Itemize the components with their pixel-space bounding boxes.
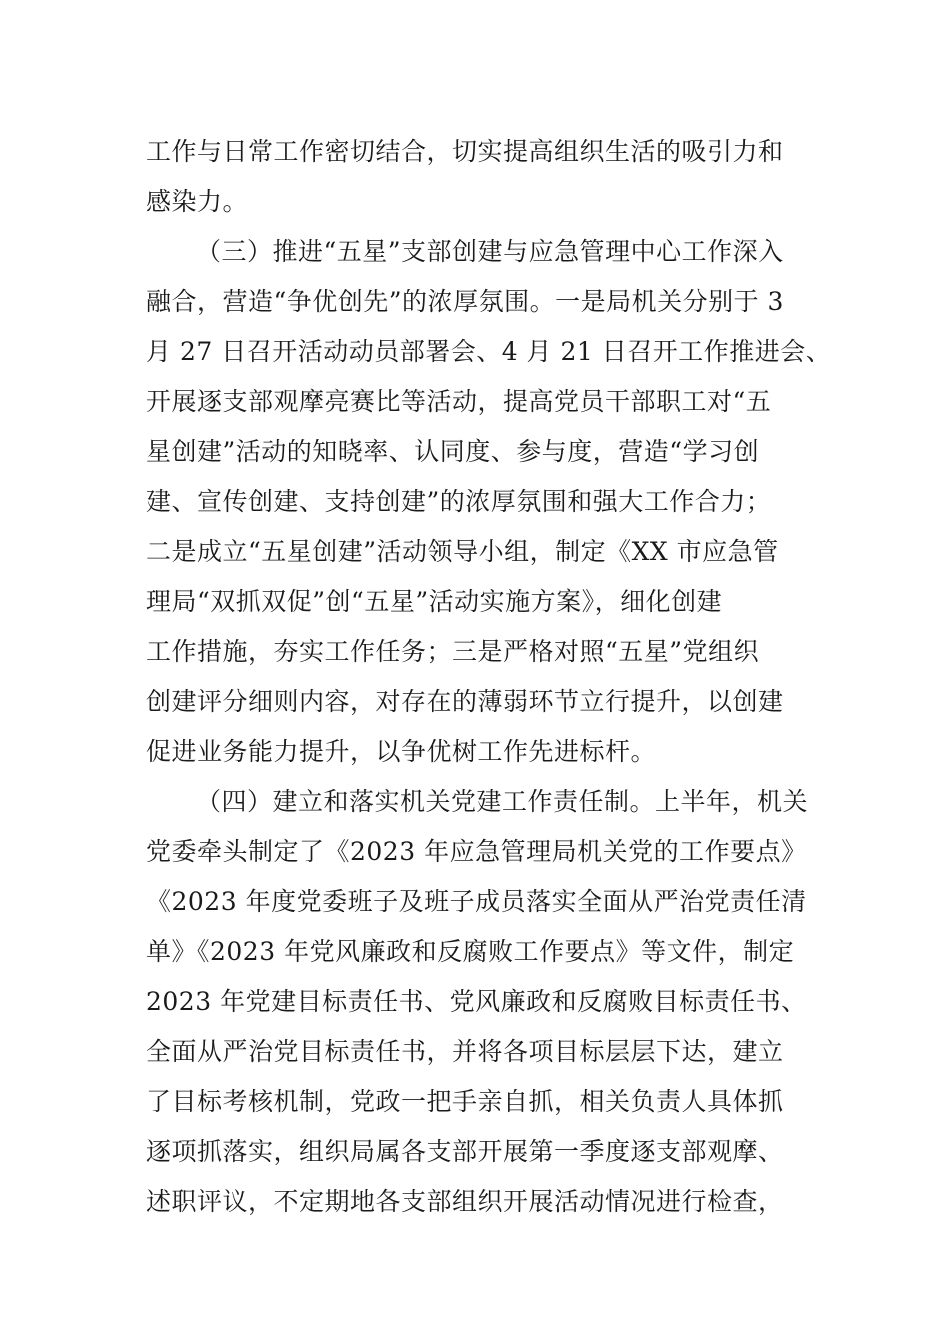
text-line: 二是成立“五星创建”活动领导小组，制定《XX 市应急管	[146, 537, 779, 566]
text-line: 工作与日常工作密切结合，切实提高组织生活的吸引力和	[146, 137, 784, 166]
text-line: 月 27 日召开活动动员部署会、4 月 21 日召开工作推进会、	[146, 337, 832, 366]
text-line: 感染力。	[146, 187, 249, 216]
text-line: 融合，营造“争优创先”的浓厚氛围。一是局机关分别于 3	[146, 287, 784, 316]
text-line: 理局“双抓双促”创“五星”活动实施方案》，细化创建	[146, 587, 723, 616]
paragraph-4-heading-line: （四）建立和落实机关党建工作责任制。上半年，机关	[196, 787, 809, 816]
text-line: 逐项抓落实，组织局属各支部开展第一季度逐支部观摩、	[146, 1137, 784, 1166]
paragraph-3-heading-line: （三）推进“五星”支部创建与应急管理中心工作深入	[196, 237, 784, 266]
text-line: 创建评分细则内容，对存在的薄弱环节立行提升，以创建	[146, 687, 784, 716]
text-line: 了目标考核机制，党政一把手亲自抓，相关负责人具体抓	[146, 1087, 784, 1116]
text-line: 星创建”活动的知晓率、认同度、参与度，营造“学习创	[146, 437, 760, 466]
text-line: 述职评议，不定期地各支部组织开展活动情况进行检查，	[146, 1187, 784, 1216]
text-line: 建、宣传创建、支持创建”的浓厚氛围和强大工作合力；	[146, 487, 772, 516]
text-line: 单》《2023 年党风廉政和反腐败工作要点》等文件，制定	[146, 937, 795, 966]
text-line: 促进业务能力提升，以争优树工作先进标杆。	[146, 737, 657, 766]
text-line: 开展逐支部观摩亮赛比等活动，提高党员干部职工对“五	[146, 387, 772, 416]
text-line: 党委牵头制定了《2023 年应急管理局机关党的工作要点》	[146, 837, 807, 866]
text-line: 工作措施，夯实工作任务；三是严格对照“五星”党组织	[146, 637, 760, 666]
text-line: 全面从严治党目标责任书，并将各项目标层层下达，建立	[146, 1037, 784, 1066]
text-line: 2023 年党建目标责任书、党风廉政和反腐败目标责任书、	[146, 987, 807, 1016]
text-line: 《2023 年度党委班子及班子成员落实全面从严治党责任清	[146, 887, 807, 916]
